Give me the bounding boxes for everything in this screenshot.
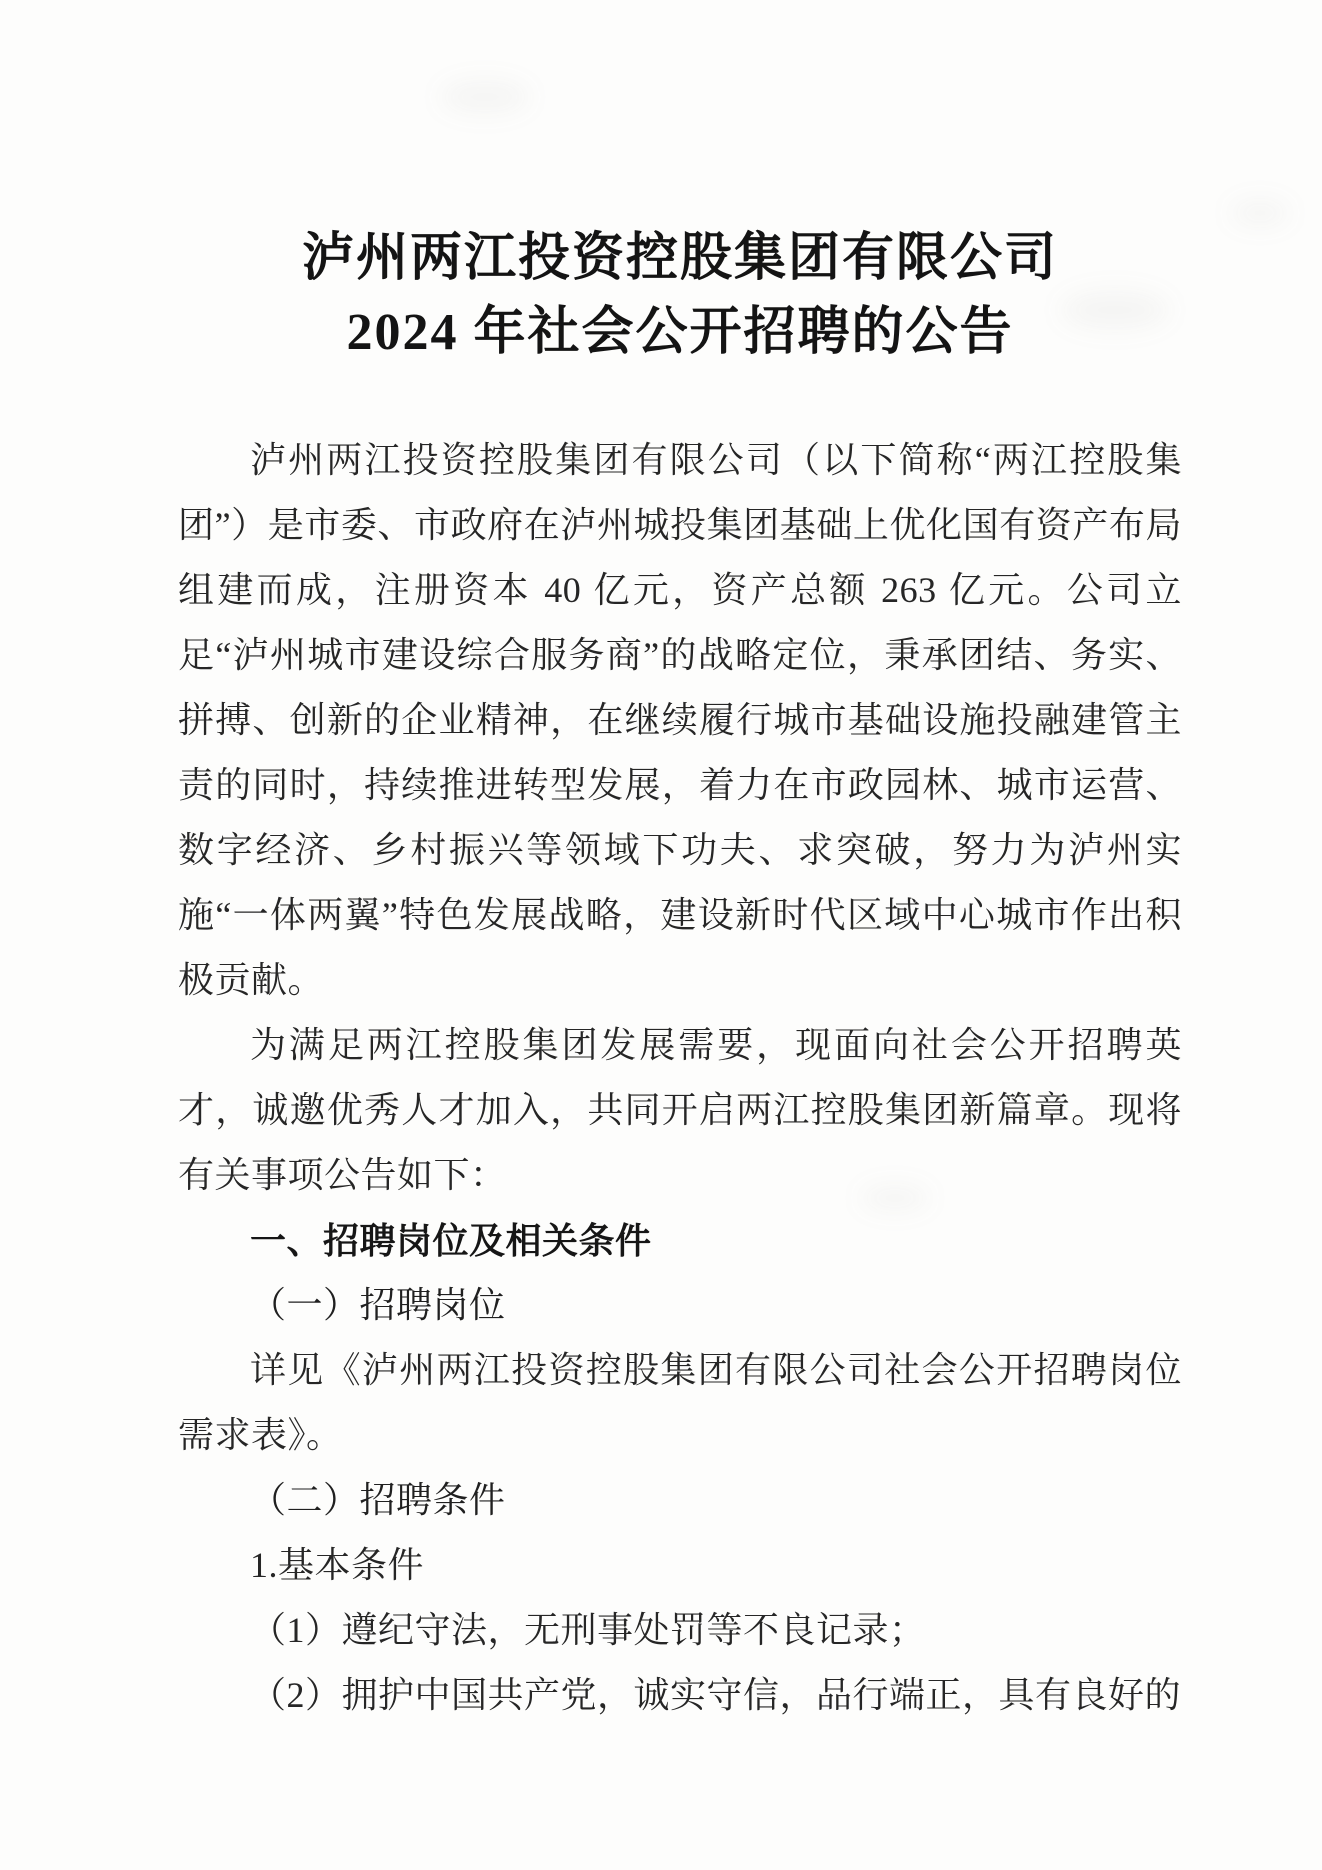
document-title [178, 222, 1182, 370]
document-body [178, 0, 1182, 1728]
condition-item-1: （1）遵纪守法，无刑事处罚等不良记录； [250, 1610, 926, 1650]
basic-conditions-label: 1.基本条件 [250, 1545, 425, 1585]
subsection-heading-recruitment-conditions: （二）招聘条件 [250, 1480, 506, 1520]
recruitment-announcement-paragraph: 为满足两江控股集团发展需要，现面向社会公开招聘英才，诚邀优秀人才加入，共同开启两江控股集团新篇章。现将有关事项公告如下： [178, 1025, 1182, 1195]
intro-paragraph: 泸州两江投资控股集团有限公司（以下简称“两江控股集团”）是市委、市政府在泸州城投集团基础上优化国有资产布局组建而成，注册资本 40 亿元，资产总额 263 亿元。公司立足“泸州城市建设综合服务商”的战略定位，秉承团结、务实、拼搏、创新的企业精神，在继续履行城市基础设施投融建管主责的同时，持续推进转型发展，着力在市政园林、城市运营、数字经济、乡村振兴等领域下功夫、求突破，努力为泸州实施“一体两翼”特色发展战略，建设新时代区域中心城市作出积极贡献。 [178, 440, 1182, 1000]
condition-item-2: （2）拥护中国共产党，诚实守信，品行端正，具有良好的 [250, 1675, 1182, 1715]
document-title-line-2: 2024 年社会公开招聘的公告 [346, 304, 1014, 361]
section-heading-positions-and-conditions: 一、招聘岗位及相关条件 [250, 1220, 652, 1261]
document-title-line-1: 泸州两江投资控股集团有限公司 [301, 230, 1058, 287]
scan-artifact [1230, 200, 1290, 226]
subsection-heading-recruitment-positions: （一）招聘岗位 [250, 1285, 506, 1325]
position-table-reference-paragraph: 详见《泸州两江投资控股集团有限公司社会公开招聘岗位需求表》。 [178, 1350, 1182, 1455]
